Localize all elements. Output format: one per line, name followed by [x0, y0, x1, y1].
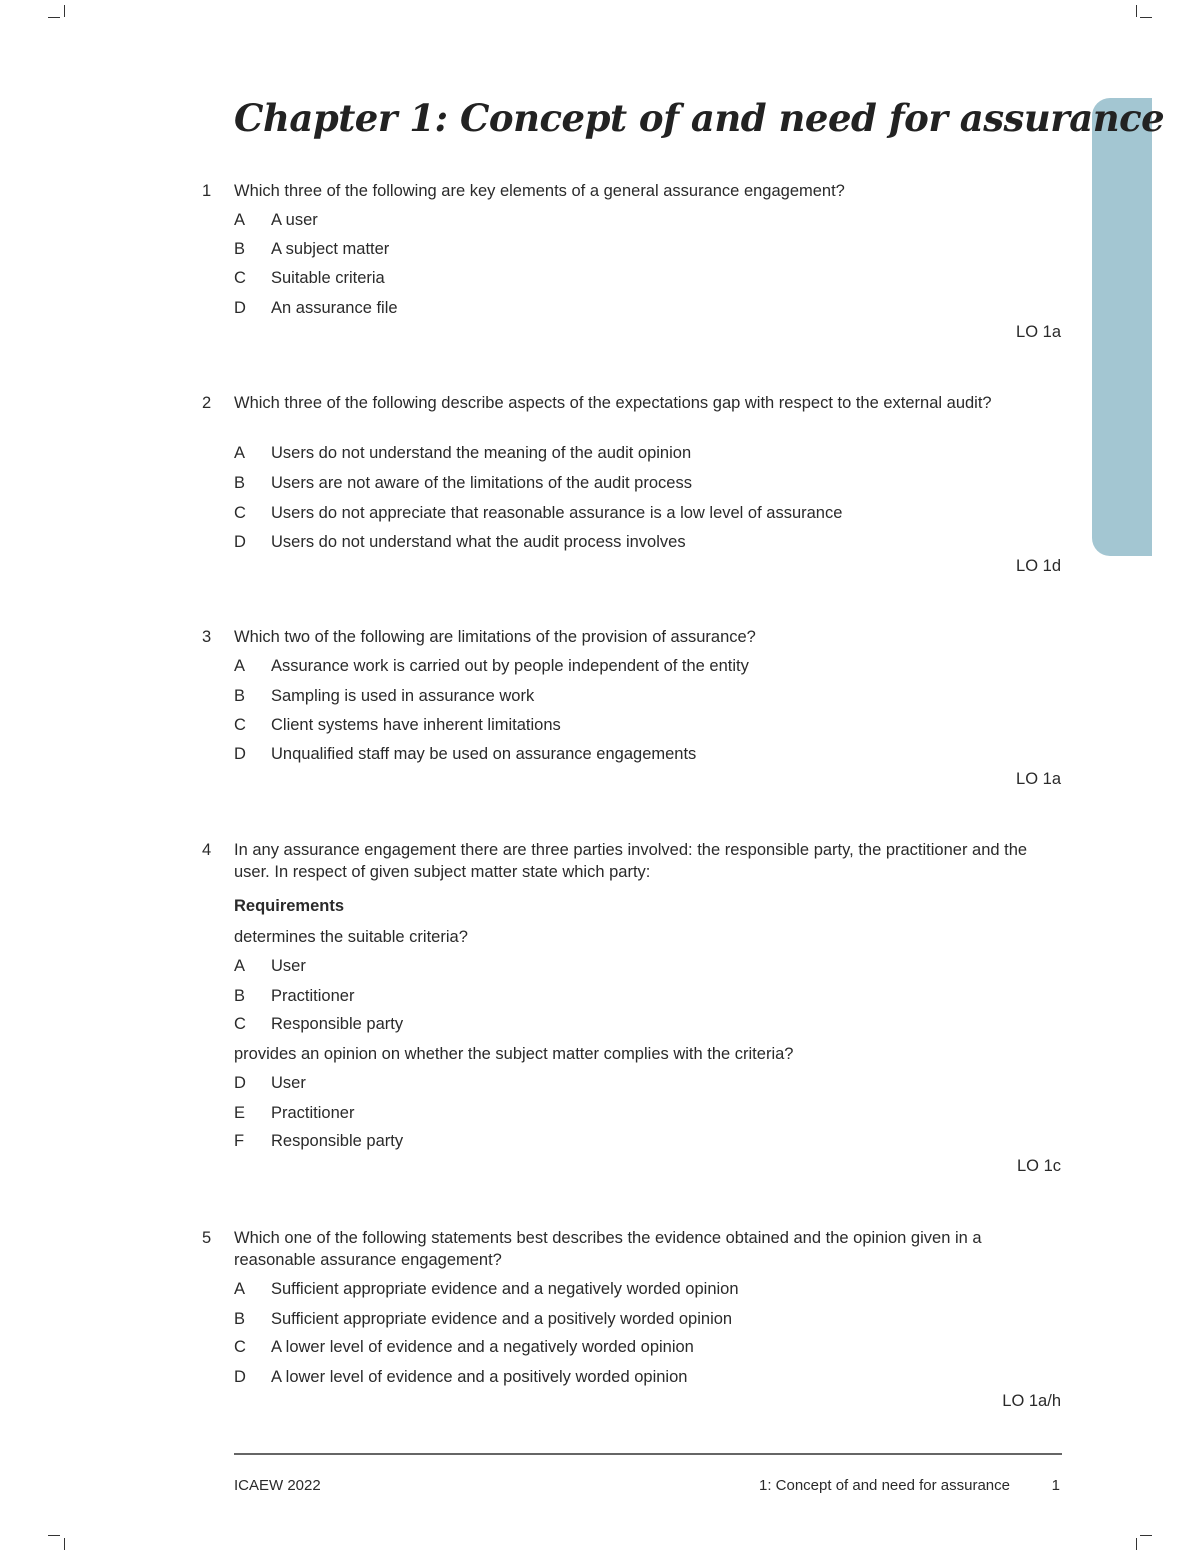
option-text: Responsible party [271, 1015, 404, 1033]
option-text: A subject matter [271, 240, 390, 258]
option-item[interactable] [0, 442, 1200, 464]
option-item[interactable] [0, 685, 1200, 707]
crop-mark [1140, 17, 1152, 18]
option-letter: A [234, 444, 246, 462]
option-text: Practitioner [271, 987, 355, 1005]
option-letter: A [234, 657, 246, 675]
option-letter: D [234, 1368, 246, 1386]
option-text: Suitable criteria [271, 269, 385, 287]
option-letter: B [234, 1310, 246, 1328]
learning-outcome: LO 1c [1016, 1157, 1061, 1175]
option-item[interactable] [0, 955, 1200, 977]
option-text: User [271, 957, 306, 975]
crop-mark [48, 17, 60, 18]
question-number: 2 [202, 394, 212, 412]
option-letter: B [234, 240, 246, 258]
learning-outcome: LO 1a [1016, 323, 1061, 341]
option-letter: F [234, 1132, 245, 1150]
option-text: A lower level of evidence and a positively worded opinion [271, 1368, 688, 1386]
option-letter: D [234, 1074, 246, 1092]
option-letter: D [234, 533, 246, 551]
learning-outcome: LO 1d [1016, 557, 1061, 575]
question-number: 5 [202, 1229, 212, 1247]
option-letter: B [234, 987, 246, 1005]
option-letter: C [234, 1338, 246, 1356]
option-item[interactable] [0, 209, 1200, 231]
question-text: In any assurance engagement there are three parties involved: the responsible party, the practitioner and the user. In respect of given subject matter state which party: [234, 841, 1028, 881]
option-item[interactable] [0, 1102, 1200, 1124]
crop-mark [64, 5, 65, 17]
option-text: Practitioner [271, 1104, 355, 1122]
option-item[interactable] [0, 714, 1200, 736]
option-letter: A [234, 211, 246, 229]
option-item[interactable] [0, 267, 1200, 289]
crop-mark [64, 1538, 65, 1550]
requirements-heading: Requirements [234, 897, 345, 915]
option-item[interactable] [0, 531, 1200, 553]
option-item[interactable] [0, 1278, 1200, 1300]
option-item[interactable] [0, 655, 1200, 677]
footer-chapter-title: 1: Concept of and need for assurance [758, 1477, 1010, 1494]
option-text: Responsible party [271, 1132, 404, 1150]
option-text: Sufficient appropriate evidence and a negatively worded opinion [271, 1280, 739, 1298]
option-text: Users do not appreciate that reasonable assurance is a low level of assurance [271, 504, 843, 522]
requirement-prompt: determines the suitable criteria? [234, 928, 468, 946]
option-letter: A [234, 1280, 246, 1298]
option-item[interactable] [0, 502, 1200, 524]
option-item[interactable] [0, 1013, 1200, 1035]
question-number: 3 [202, 628, 212, 646]
option-item[interactable] [0, 1366, 1200, 1388]
option-item[interactable] [0, 1072, 1200, 1094]
option-text: A lower level of evidence and a negatively worded opinion [271, 1338, 694, 1356]
option-item[interactable] [0, 743, 1200, 765]
option-text: Client systems have inherent limitations [271, 716, 561, 734]
option-text: User [271, 1074, 306, 1092]
option-text: Sampling is used in assurance work [271, 687, 535, 705]
question-text: Which three of the following are key elements of a general assurance engagement? [234, 182, 845, 200]
option-text: Unqualified staff may be used on assurance engagements [271, 745, 697, 763]
crop-mark [1140, 1535, 1152, 1536]
crop-mark [48, 1535, 60, 1536]
option-item[interactable] [0, 297, 1200, 319]
option-letter: E [234, 1104, 246, 1122]
question-text: Which three of the following describe aspects of the expectations gap with respect to the external audit? [234, 394, 992, 412]
footer-divider [234, 1453, 1062, 1455]
chapter-title: Chapter 1: Concept of and need for assurance [234, 96, 1165, 140]
option-item[interactable] [0, 1308, 1200, 1330]
question-number: 4 [202, 841, 212, 859]
question-number: 1 [202, 182, 212, 200]
option-letter: C [234, 716, 246, 734]
requirement-prompt: provides an opinion on whether the subject matter complies with the criteria? [234, 1045, 794, 1063]
option-text: Users do not understand what the audit process involves [271, 533, 686, 551]
footer-page-number: 1 [1051, 1477, 1060, 1494]
option-text: A user [271, 211, 318, 229]
option-text: Assurance work is carried out by people independent of the entity [271, 657, 749, 675]
crop-mark [1136, 1538, 1137, 1550]
option-item[interactable] [0, 1130, 1200, 1152]
option-letter: D [234, 299, 246, 317]
learning-outcome: LO 1a/h [1002, 1392, 1061, 1410]
option-item[interactable] [0, 985, 1200, 1007]
option-text: Sufficient appropriate evidence and a positively worded opinion [271, 1310, 733, 1328]
option-letter: D [234, 745, 246, 763]
crop-mark [1136, 5, 1137, 17]
option-letter: B [234, 687, 246, 705]
option-text: An assurance file [271, 299, 398, 317]
learning-outcome: LO 1a [1016, 770, 1061, 788]
option-text: Users do not understand the meaning of the audit opinion [271, 444, 692, 462]
question-text: Which two of the following are limitations of the provision of assurance? [234, 628, 756, 646]
option-item[interactable] [0, 238, 1200, 260]
option-letter: A [234, 957, 246, 975]
option-letter: C [234, 269, 246, 287]
footer-publisher: ICAEW 2022 [234, 1477, 321, 1494]
option-item[interactable] [0, 472, 1200, 494]
option-text: Users are not aware of the limitations of the audit process [271, 474, 692, 492]
option-item[interactable] [0, 1336, 1200, 1358]
option-letter: C [234, 1015, 246, 1033]
option-letter: B [234, 474, 246, 492]
question-text: Which one of the following statements best describes the evidence obtained and the opinion given in a reasonable assurance engagement? [234, 1229, 982, 1269]
option-letter: C [234, 504, 246, 522]
